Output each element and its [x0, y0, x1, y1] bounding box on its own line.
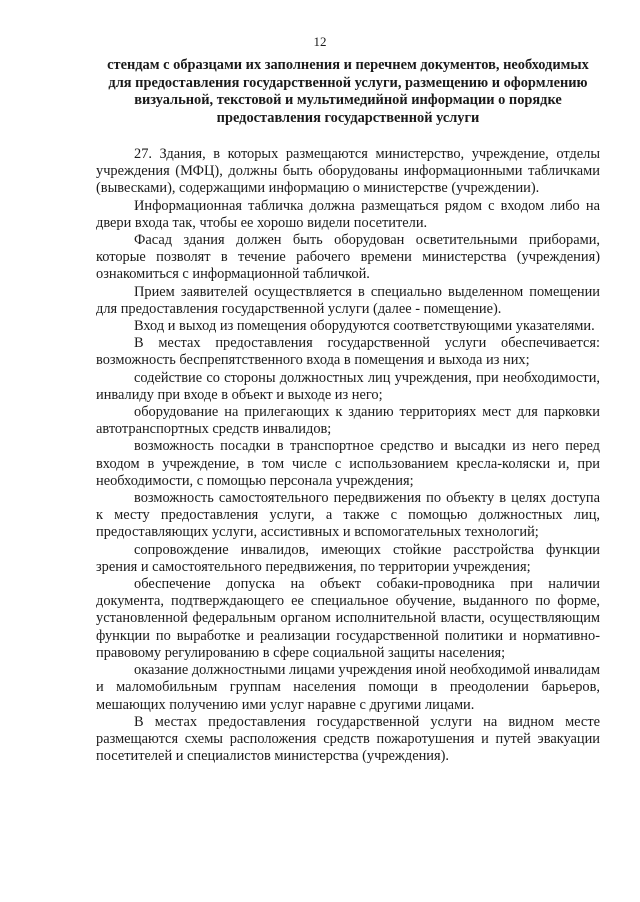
paragraph-escort: сопровождение инвалидов, имеющих стойкие расстройства функции зрения и самостоятельного передвижения, по территории учреждения;: [96, 541, 600, 575]
paragraph-independent-movement: возможность самостоятельного передвижения по объекту в целях доступа к месту предоставления услуги, а также с помощью должностных лиц, предоставляющих услуги, ассистивных и вспомогательных технологий;: [96, 490, 600, 541]
page-number: 12: [313, 34, 327, 49]
paragraph-transport-boarding: возможность посадки в транспортное средство и высадки из него перед входом в учреждение, в том числе с использованием кресла-коляски и, при необходимости, с помощью персонала учреждения;: [96, 438, 600, 489]
paragraph-reception-room: Прием заявителей осуществляется в специально выделенном помещении для предоставления государственной услуги (далее - помещение).: [96, 283, 600, 317]
paragraph-parking: оборудование на прилегающих к зданию территориях мест для парковки автотранспортных средств инвалидов;: [96, 404, 600, 438]
paragraph-entrance-signs: Вход и выход из помещения оборудуются соответствующими указателями.: [134, 318, 595, 335]
paragraph-barrier-help: оказание должностными лицами учреждения иной необходимой инвалидам и маломобильным группам населения помощи в преодолении барьеров, мешающих получению ими услуг наравне с другими лицами.: [96, 662, 600, 713]
section-heading: стендам с образцами их заполнения и перечнем документов, необходимых для предоставления государственной услуги, размещению и оформлению визуальной, текстовой и мультимедийной информации о порядке предоставления государственной услуги: [107, 57, 589, 126]
paragraph-evacuation-plans: В местах предоставления государственной услуги на видном месте размещаются схемы расположения средств пожаротушения и путей эвакуации посетителей и специалистов министерства (учреждения).: [96, 713, 600, 765]
body-text: [96, 146, 600, 765]
paragraph-27-buildings-signage: 27. Здания, в которых размещаются министерство, учреждение, отделы учреждения (МФЦ), должны быть оборудованы информационными табличками (вывесками), содержащими информацию о министерстве (учреждении).: [96, 146, 600, 197]
paragraph-accessibility-intro: В местах предоставления государственной услуги обеспечивается: возможность беспрепятственного входа в помещения и выхода из них;: [96, 335, 600, 369]
paragraph-facade-lighting: Фасад здания должен быть оборудован осветительными приборами, которые позволят в течение рабочего времени министерства (учреждения) ознакомиться с информационной табличкой.: [96, 232, 600, 283]
paragraph-staff-assistance: содействие со стороны должностных лиц учреждения, при необходимости, инвалиду при входе в объект и выходе из него;: [96, 369, 600, 403]
paragraph-guide-dog: обеспечение допуска на объект собаки-проводника при наличии документа, подтверждающего ее специальное обучение, выданного по форме, установленной федеральным органом исполнительной власти, осуществляющим функции по выработке и реализации государственной политики и нормативно-правовому регулированию в сфере социальной защиты населения;: [96, 576, 600, 661]
paragraph-info-plate: Информационная табличка должна размещаться рядом с входом либо на двери входа так, чтобы ее хорошо видели посетители.: [96, 197, 600, 231]
